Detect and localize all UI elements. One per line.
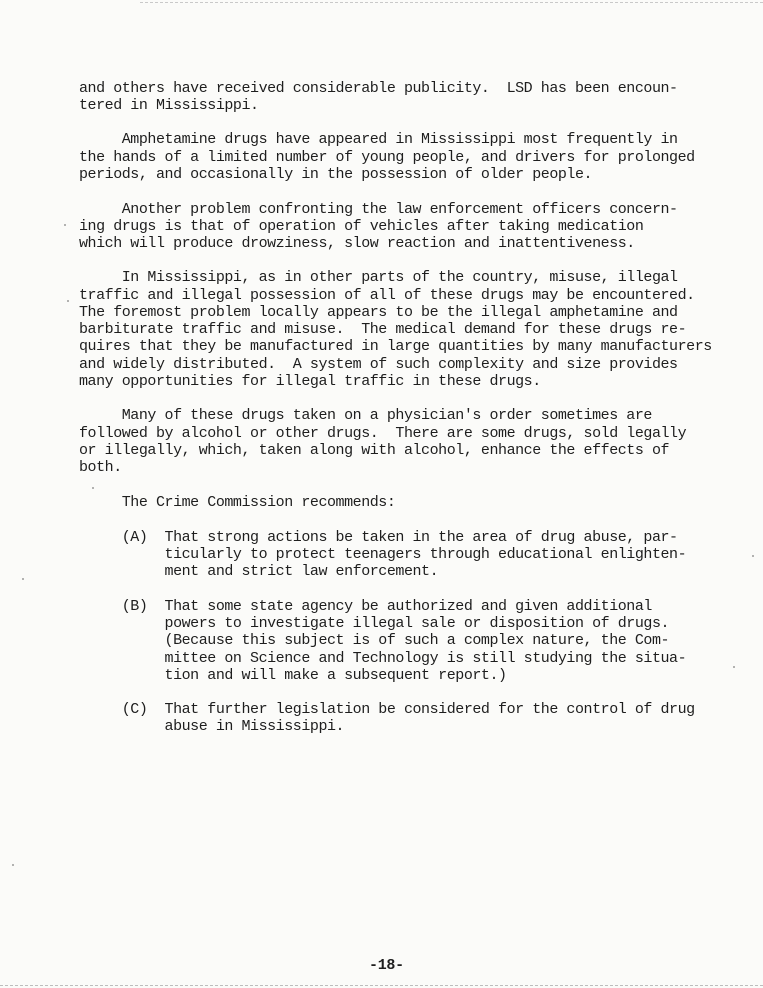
text-line: periods, and occasionally in the possession of older people. [79, 166, 593, 183]
recommendation-b-line: (B) That some state agency be authorized and given additional [79, 598, 652, 615]
top-scan-edge [140, 2, 763, 3]
page-number: -18- [369, 957, 404, 974]
recommendation-a-line: ment and strict law enforcement. [79, 563, 439, 580]
text-line: In Mississippi, as in other parts of the country, misuse, illegal [79, 269, 678, 286]
scan-speck [92, 487, 94, 489]
text-line: or illegally, which, taken along with alcohol, enhance the effects of [79, 442, 670, 459]
recommendation-c-line: (C) That further legislation be considered for the control of drug [79, 701, 695, 718]
text-line: both. [79, 459, 122, 476]
text-line: traffic and illegal possession of all of these drugs may be encountered. [79, 287, 695, 304]
text-line: and others have received considerable publicity. LSD has been encoun- [79, 80, 678, 97]
recommendation-a-line: (A) That strong actions be taken in the area of drug abuse, par- [79, 529, 678, 546]
scan-speck [752, 555, 754, 557]
recommendation-b-line: powers to investigate illegal sale or disposition of drugs. [79, 615, 670, 632]
recommendation-a-line: ticularly to protect teenagers through educational enlighten- [79, 546, 687, 563]
text-line: barbiturate traffic and misuse. The medical demand for these drugs re- [79, 321, 687, 338]
text-line: followed by alcohol or other drugs. There are some drugs, sold legally [79, 425, 687, 442]
recommendation-b-line: tion and will make a subsequent report.) [79, 667, 507, 684]
scan-speck [64, 224, 66, 226]
scan-speck [733, 666, 735, 668]
text-line: and widely distributed. A system of such complexity and size provides [79, 356, 678, 373]
text-line: the hands of a limited number of young people, and drivers for prolonged [79, 149, 695, 166]
text-line: Another problem confronting the law enforcement officers concern- [79, 201, 678, 218]
text-line: quires that they be manufactured in large quantities by many manufacturers [79, 338, 712, 355]
text-line: The Crime Commission recommends: [79, 494, 396, 511]
text-line: tered in Mississippi. [79, 97, 259, 114]
recommendation-b-line: (Because this subject is of such a complex nature, the Com- [79, 632, 670, 649]
text-line: Many of these drugs taken on a physician's order sometimes are [79, 407, 652, 424]
text-line: The foremost problem locally appears to be the illegal amphetamine and [79, 304, 678, 321]
text-line: which will produce drowziness, slow reaction and inattentiveness. [79, 235, 635, 252]
scan-speck [22, 578, 24, 580]
scan-speck [12, 864, 14, 866]
text-line: ing drugs is that of operation of vehicles after taking medication [79, 218, 644, 235]
recommendation-c-line: abuse in Mississippi. [79, 718, 345, 735]
text-line: many opportunities for illegal traffic in these drugs. [79, 373, 541, 390]
bottom-scan-edge [0, 985, 763, 986]
text-line: Amphetamine drugs have appeared in Mississippi most frequently in [79, 131, 678, 148]
recommendation-b-line: mittee on Science and Technology is still studying the situa- [79, 650, 687, 667]
scan-speck [67, 300, 69, 302]
